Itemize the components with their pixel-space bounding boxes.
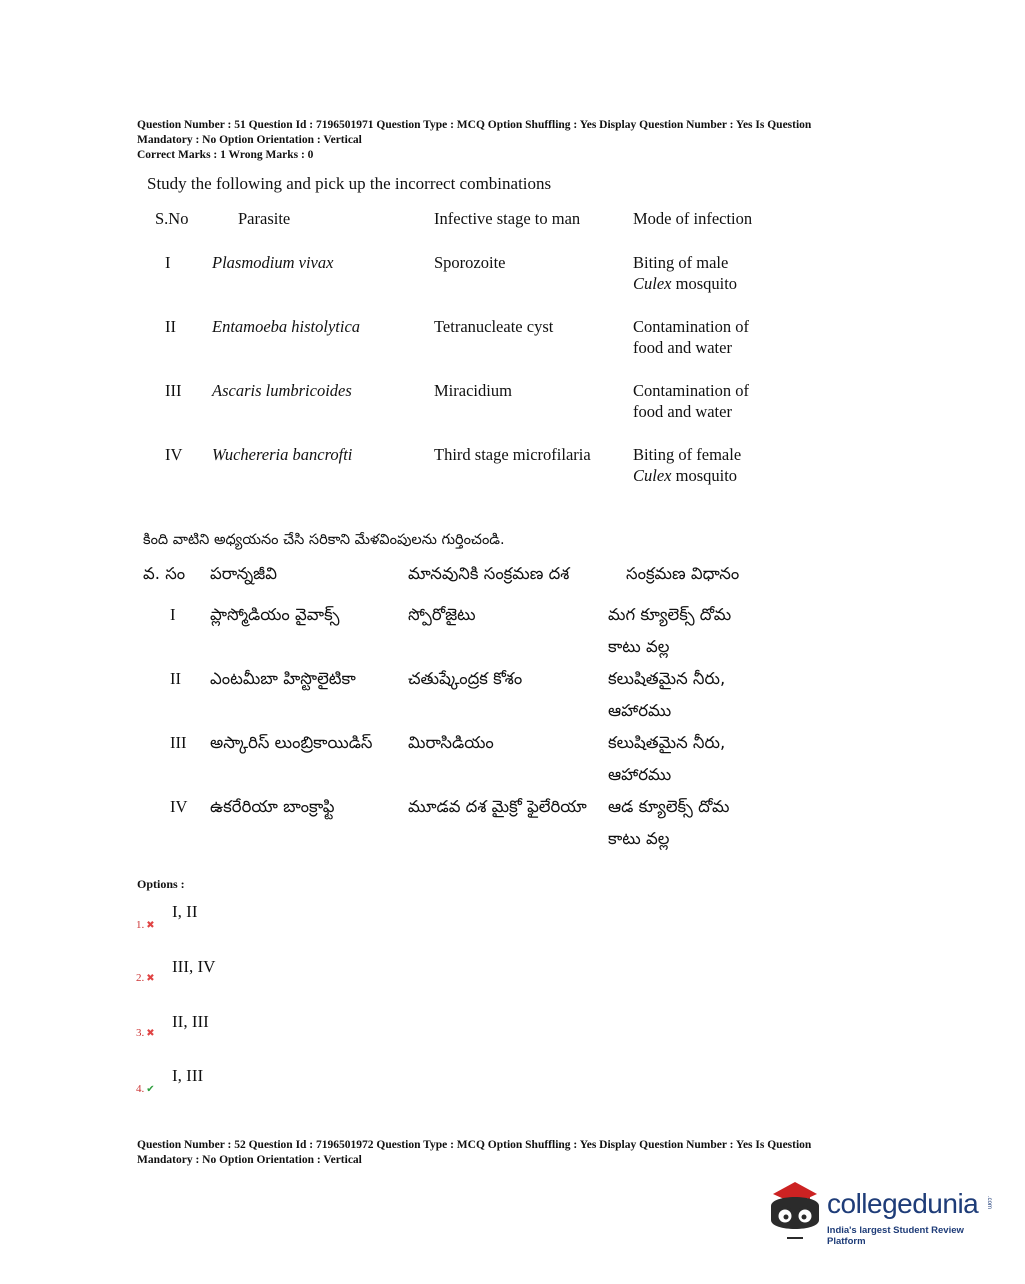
mode-line-2: కాటు వల్ల [608,637,670,656]
question-meta [137,118,897,163]
mode-line-2 [633,401,793,422]
header-stage: మానవునికి సంక్రమణ దశ [408,564,570,583]
row-num: II [165,317,176,336]
row-num: III [170,733,187,752]
row-parasite: ఎంటమీబా హిస్టొలైటికా [210,669,356,688]
row-mode [633,444,793,508]
collegedunia-logo [765,1176,1005,1246]
mode-line-1: ఆడ క్యూలెక్స్ దోమ [608,797,730,816]
wrong-mark-icon: ✖ [146,920,155,931]
row-mode [608,791,806,855]
row-num: I [170,605,176,624]
correct-check-icon: ✔ [146,1084,155,1095]
row-mode [608,599,806,663]
mode-rest: food and water [633,338,732,357]
header-parasite: పరాన్నజీవి [210,564,277,583]
parasite-table-en [155,208,793,508]
row-mode [633,252,793,316]
option-1-marker [136,919,155,931]
option-4-text[interactable]: I, III [172,1066,204,1085]
table-row [143,599,806,663]
mode-line-2: ఆహారము [608,701,672,720]
mode-line-1: కలుషితమైన నీరు, [608,669,726,688]
header-sno: వ. సం [143,564,186,583]
row-stage: స్పోరోజైటు [408,605,476,624]
row-mode [633,380,793,444]
row-stage: Sporozoite [434,253,506,272]
row-parasite: Ascaris lumbricoides [212,381,352,400]
brand-name: collegedunia [827,1188,979,1219]
mode-line-2: ఆహారము [608,765,672,784]
header-sno: S.No [155,209,189,228]
table-row [155,380,793,444]
mode-line-2 [633,465,793,486]
mode-line-2: కాటు వల్ల [608,829,670,848]
row-mode [608,727,806,791]
question-text-en: Study the following and pick up the incorrect combinations [147,174,552,193]
mode-line-2 [633,273,793,294]
parasite-table-te [143,563,806,855]
mode-line-1: Biting of female [633,445,742,464]
mode-line-2 [633,337,793,358]
meta-line-1: Question Number : 51 Question Id : 7196501971 Question Type : MCQ Option Shuffling : Yes Display Question Number : Yes Is Question [137,119,812,131]
mode-rest: mosquito [671,274,738,293]
option-4-marker [136,1083,155,1095]
table-header-row [155,208,793,252]
wrong-mark-icon: ✖ [146,973,155,984]
table-row [155,252,793,316]
row-num: II [170,669,181,688]
mode-line-1: కలుషితమైన నీరు, [608,733,726,752]
row-stage: Tetranucleate cyst [434,317,554,336]
row-stage: చతుష్కేంద్రక కోశం [408,669,523,688]
mode-line-1: Contamination of [633,381,749,400]
mode-rest: food and water [633,402,732,421]
row-num: IV [165,445,183,464]
mode-genus: Culex [633,274,672,293]
brand-domain: .com [986,1196,992,1210]
option-2-text[interactable]: III, IV [172,957,216,976]
wrong-mark-icon: ✖ [146,1028,155,1039]
row-parasite: అస్కారిస్ లుంబ్రికాయిడిస్ [210,733,373,752]
option-1-text[interactable]: I, II [172,902,198,921]
mode-line-1: Biting of male [633,253,729,272]
next-question-meta [137,1138,897,1168]
option-3-marker [136,1027,155,1039]
marks-line: Correct Marks : 1 Wrong Marks : 0 [137,149,314,161]
row-stage: Third stage microfilaria [434,445,591,464]
row-stage: మూడవ దశ మైక్రో ఫైలేరియా [408,797,587,816]
option-number: 1. [136,919,145,931]
header-mode: Mode of infection [633,209,753,228]
meta-line-1: Question Number : 52 Question Id : 7196501972 Question Type : MCQ Option Shuffling : Yes Display Question Number : Yes Is Question [137,1139,812,1151]
row-stage: Miracidium [434,381,512,400]
brand-tagline: India's largest Student Review Platform [827,1225,964,1247]
meta-line-2: Mandatory : No Option Orientation : Vertical [137,1154,362,1166]
mode-line-1: Contamination of [633,317,749,336]
table-row [143,791,806,855]
header-stage: Infective stage to man [434,209,581,228]
option-number: 4. [136,1083,145,1095]
meta-line-2: Mandatory : No Option Orientation : Vertical [137,134,362,146]
table-row [155,444,793,508]
mascot-icon [765,1176,825,1246]
row-num: III [165,381,182,400]
table-row [143,663,806,727]
option-3-text[interactable]: II, III [172,1012,209,1031]
table-row [155,316,793,380]
row-parasite: ఉకరేరియా బాంక్రాఫ్టి [210,797,335,816]
table-header-row [143,563,806,599]
row-parasite: Entamoeba histolytica [212,317,361,336]
row-parasite: Wuchereria bancrofti [212,445,353,464]
header-mode: సంక్రమణ విధానం [626,564,740,583]
option-2-marker [136,972,155,984]
row-stage: మిరాసిడియం [408,733,494,752]
option-number: 2. [136,972,145,984]
row-parasite: Plasmodium vivax [212,253,334,272]
row-num: IV [170,797,188,816]
question-text-te: కింది వాటిని అధ్యయనం చేసి సరికాని మేళవింపులను గుర్తించండి. [143,532,505,548]
mode-genus: Culex [633,466,672,485]
mode-rest: mosquito [671,466,738,485]
option-number: 3. [136,1027,145,1039]
mode-line-1: మగ క్యూలెక్స్ దోమ [608,605,732,624]
header-parasite: Parasite [238,209,291,228]
options-label: Options : [137,877,185,891]
row-num: I [165,253,171,272]
row-parasite: ప్లాస్మోడియం వైవాక్స్ [210,605,340,624]
row-mode [633,316,793,380]
table-row [143,727,806,791]
row-mode [608,663,806,727]
